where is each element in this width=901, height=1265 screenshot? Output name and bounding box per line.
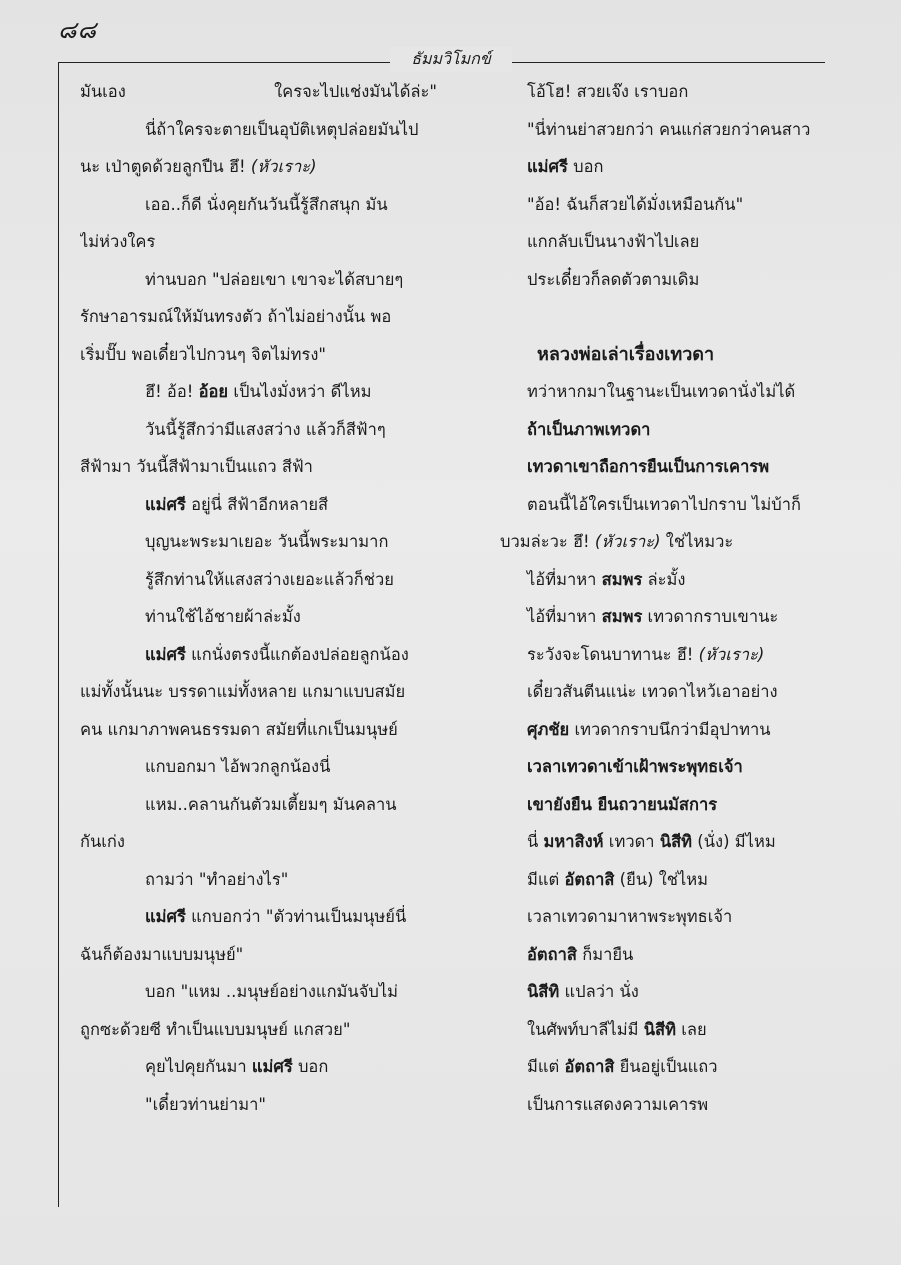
left-text-line: มันเอง ใครจะไปแช่งมันได้ล่ะ" — [80, 82, 437, 101]
right-text-line: ไอ้ที่มาหา สมพร ล่ะมั้ง — [527, 569, 686, 589]
left-text-line: แม่ศรี แกบอกว่า "ตัวท่านเป็นมนุษย์นี่ — [145, 907, 407, 926]
left-text-line: ฮึ! อ้อ! อ้อย เป็นไงมั่งหว่า ดีไหม — [145, 382, 372, 401]
right-text-line: เวลาเทวดามาหาพระพุทธเจ้า — [527, 907, 733, 926]
right-text-line: แม่ศรี บอก — [527, 157, 604, 176]
right-text-line: เป็นการแสดงความเคารพ — [527, 1094, 709, 1114]
left-text-line: ถามว่า "ทำอย่างไร" — [145, 869, 289, 889]
right-text-line: เขายังยืน ยืนถวายนมัสการ — [527, 794, 718, 814]
right-text-line: แกกลับเป็นนางฟ้าไปเลย — [527, 232, 700, 251]
right-text-line: อัตถาสิ ก็มายืน — [527, 944, 634, 964]
left-text-line: นี่ถ้าใครจะตายเป็นอุบัติเหตุปล่อยมันไป — [145, 119, 419, 139]
right-text-line: นิสีทิ แปลว่า นั่ง — [527, 982, 639, 1001]
right-text-line: ถ้าเป็นภาพเทวดา — [527, 419, 651, 439]
left-text-line: แม่ศรี อยู่นี่ สีฟ้าอีกหลายสี — [145, 494, 329, 514]
left-text-line: เริ่มปั๊บ พอเดี๋ยวไปกวนๆ จิตไม่ทรง" — [80, 344, 327, 364]
frame-left-rule — [58, 62, 59, 1207]
left-text-line: รู้สึกท่านให้แสงสว่างเยอะแล้วก็ช่วย — [145, 569, 394, 589]
left-text-line: "เดี๋ยวท่านย่ามา" — [145, 1094, 266, 1114]
left-text-line: บอก "แหม ..มนุษย์อย่างแกมันจับไม่ — [145, 982, 399, 1001]
right-text-line: มีแต่ อัตถาสิ ยืนอยู่เป็นแถว — [527, 1057, 718, 1076]
running-title: ธัมมวิโมกข์ — [390, 47, 512, 72]
left-text-line: นะ เป่าตูดด้วยลูกปืน ฮึ! (หัวเราะ) — [80, 157, 317, 176]
right-text-line: เทวดาเขาถือการยืนเป็นการเคารพ — [527, 457, 770, 476]
right-text-line: ประเดี๋ยวก็ลดตัวตามเดิม — [527, 269, 700, 289]
left-text-line: แกบอกมา ไอ้พวกลูกน้องนี่ — [145, 757, 331, 776]
right-text-line: ทว่าหากมาในฐานะเป็นเทวดานั่งไม่ได้ — [527, 382, 796, 401]
right-text-line: มีแต่ อัตถาสิ (ยืน) ใช่ไหม — [527, 869, 709, 889]
left-text-line: ท่านใช้ไอ้ชายผ้าล่ะมั้ง — [145, 607, 301, 626]
right-text-line: เวลาเทวดาเข้าเฝ้าพระพุทธเจ้า — [527, 757, 743, 776]
left-text-line: สีฟ้ามา วันนี้สีฟ้ามาเป็นแถว สีฟ้า — [80, 457, 313, 476]
left-text-line: บุญนะพระมาเยอะ วันนี้พระมามาก — [145, 532, 389, 551]
right-text-line: นี่ มหาสิงห์ เทวดา นิสีทิ (นั่ง) มีไหม — [527, 832, 776, 851]
left-text-line: แม่ศรี แกนั่งตรงนี้แกต้องปล่อยลูกน้อง — [145, 644, 409, 664]
left-text-line: เออ..ก็ดี นั่งคุยกันวันนี้รู้สึกสนุก มัน — [145, 194, 388, 214]
right-text-line: ตอนนี้ไอ้ใครเป็นเทวดาไปกราบ ไม่บ้าก็ — [527, 494, 802, 514]
right-text-line: ระวังจะโดนบาทานะ ฮึ! (หัวเราะ) — [527, 644, 765, 664]
left-text-line: แหม..คลานกันตัวมเตี้ยมๆ มันคลาน — [145, 794, 397, 814]
right-text-line: "นี่ท่านย่าสวยกว่า คนแก่สวยกว่าคนสาว — [527, 119, 811, 139]
left-text-line: คน แกมาภาพคนธรรมดา สมัยที่แกเป็นมนุษย์ — [80, 719, 398, 739]
right-text-line: ไอ้ที่มาหา สมพร เทวดากราบเขานะ — [527, 607, 779, 626]
right-text-line: หลวงพ่อเล่าเรื่องเทวดา — [537, 343, 715, 365]
right-text-column — [500, 73, 830, 1123]
right-text-line: ในศัพท์บาลีไม่มี นิสีทิ เลย — [527, 1019, 707, 1039]
left-text-line: คุยไปคุยกันมา แม่ศรี บอก — [145, 1057, 329, 1076]
left-text-line: แม่ทั้งนั้นนะ บรรดาแม่ทั้งหลาย แกมาแบบสมัย — [80, 682, 406, 701]
left-text-line: ท่านบอก "ปล่อยเขา เขาจะได้สบายๆ — [145, 269, 404, 289]
right-text-line: ศุภชัย เทวดากราบนึกว่ามีอุปาทาน — [527, 719, 771, 739]
left-text-line: ฉันก็ต้องมาแบบมนุษย์" — [80, 944, 244, 964]
right-text-line: โอ้โฮ! สวยเจ๊ง เราบอก — [527, 82, 689, 101]
right-text-line — [500, 298, 830, 336]
right-text-line: เดี๋ยวสันตีนแน่ะ เทวดาไหว้เอาอย่าง — [527, 682, 778, 701]
left-text-line: วันนี้รู้สึกว่ามีแสงสว่าง แล้วก็สีฟ้าๆ — [145, 419, 386, 439]
left-text-line: ถูกซะด้วยซี ทำเป็นแบบมนุษย์ แกสวย" — [80, 1019, 351, 1039]
right-text-line: "อ้อ! ฉันก็สวยได้มั่งเหมือนกัน" — [527, 194, 744, 214]
left-text-column — [80, 73, 437, 1123]
left-text-line: ไม่ห่วงใคร — [80, 232, 156, 251]
left-text-line: รักษาอารมณ์ให้มันทรงตัว ถ้าไม่อย่างนั้น พอ — [80, 307, 392, 326]
page-number: ๘๘ — [58, 16, 98, 44]
left-text-line: กันเก่ง — [80, 832, 125, 851]
right-text-line: บวมล่ะวะ ฮึ! (หัวเราะ) ใช่ไหมวะ — [500, 532, 734, 551]
